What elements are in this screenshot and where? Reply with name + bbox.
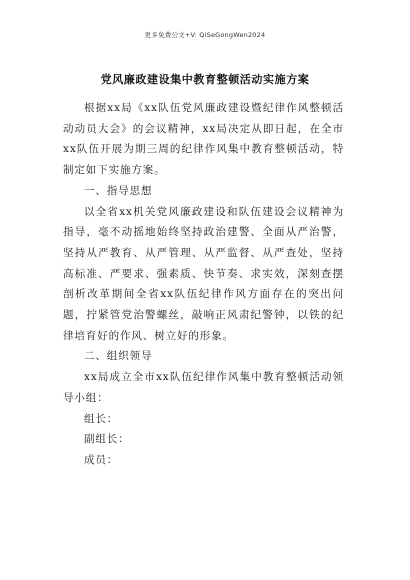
guiding-ideology-paragraph: 以全省xx机关党风廉政建设和队伍建设会议精神为指导，毫不动摇地始终坚持政治建警、全面从严治警，坚持从严教育、从严管理、从严监督、从严查处，坚持高标准、严要求、强素质、快节奏、求实效，深刻查摆剖析改革期间全省xx队伍纪律作风方面存在的突出问题，拧紧管党治警螺丝，敲响正风肃纪警钟，以铁的纪律培育好的作风、树立好的形象。 — [63, 205, 344, 342]
section-heading-guiding-ideology: 一、指导思想 — [84, 184, 153, 197]
document-body — [63, 98, 344, 471]
document-title: 党风廉政建设集中教育整顿活动实施方案 — [100, 73, 310, 86]
section-heading-organization: 二、组织领导 — [84, 350, 153, 363]
members-line: 成员： — [84, 453, 119, 466]
group-leader-line: 组长： — [84, 412, 119, 425]
deputy-leader-line: 副组长： — [84, 433, 130, 446]
organization-paragraph: xx局成立全市xx队伍纪律作风集中教育整顿活动领导小组： — [63, 371, 344, 404]
header-note: 更多免费公文+V: QiSeGongWen2024 — [144, 31, 266, 39]
intro-paragraph: 根据xx局《xx队伍党风廉政建设暨纪律作风整顿活动动员大会》的会议精神，xx局决定从即日起，在全市xx队伍开展为期三周的纪律作风集中教育整顿活动，特制定如下实施方案。 — [63, 102, 344, 177]
